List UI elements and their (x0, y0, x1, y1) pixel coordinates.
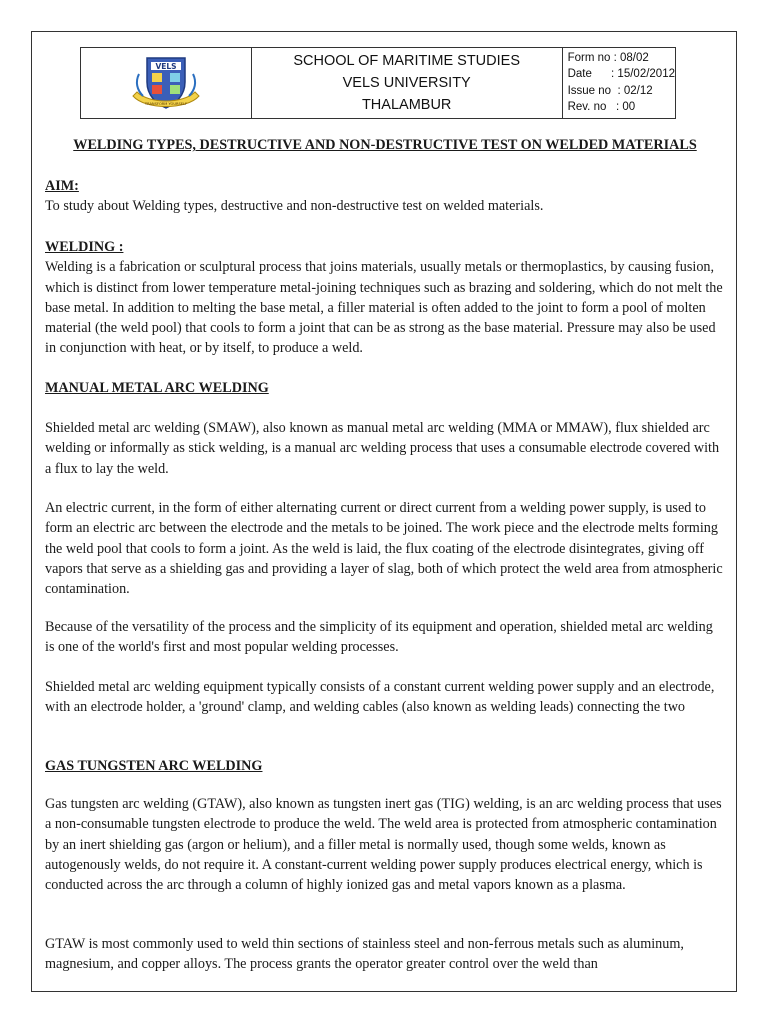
header-table (80, 47, 676, 119)
aim-text: To study about Welding types, destructive and non-destructive test on welded materials. (45, 198, 544, 215)
institution-line-2: VELS UNIVERSITY (342, 75, 471, 91)
document-title: WELDING TYPES, DESTRUCTIVE AND NON-DESTRUCTIVE TEST ON WELDED MATERIALS (73, 137, 697, 153)
mmaw-heading (45, 378, 725, 398)
institution-title (252, 48, 563, 118)
gtaw-heading (45, 756, 725, 776)
gtaw-paragraph-2: GTAW is most commonly used to weld thin sections of stainless steel and non-ferrous metals such as aluminum, magnesium, and copper alloys. The process grants the operator greater control over the weld than (45, 936, 684, 973)
form-date: Date : 15/02/2012 (567, 68, 675, 81)
university-logo-icon (125, 52, 207, 114)
aim-heading: AIM: (45, 178, 79, 194)
form-revision: Rev. no : 00 (567, 100, 636, 113)
form-number: Form no : 08/02 (567, 52, 649, 64)
institution-line-1: SCHOOL OF MARITIME STUDIES (293, 53, 520, 69)
welding-section (45, 237, 725, 359)
aim-section (45, 176, 725, 217)
mmaw-paragraph-4: Shielded metal arc welding equipment typically consists of a constant current welding power supply and an electrode, with an electrode holder, a 'ground' clamp, and welding cables (also known as welding leads) connecting the two (45, 679, 715, 716)
logo-cell (81, 48, 252, 118)
gtaw-paragraph-1: Gas tungsten arc welding (GTAW), also known as tungsten inert gas (TIG) welding, is an arc welding process that uses a non-consumable tungsten electrode to produce the weld. The weld area is protected from atmospheric contamination by an inert shielding gas (argon or helium), and a filler metal is normally used, though some welds, known as autogenously welds, do not require it. A constant-current welding power supply produces electrical energy, which is conducted across the arc through a column of highly ionized gas and metal vapors known as a plasma. (45, 796, 722, 894)
mmaw-heading-text: MANUAL METAL ARC WELDING (45, 380, 269, 396)
gtaw-heading-text: GAS TUNGSTEN ARC WELDING (45, 758, 263, 774)
page-frame (31, 31, 737, 992)
form-issue: Issue no : 02/12 (567, 84, 653, 97)
logo-text: VELS (155, 62, 177, 71)
mmaw-paragraph-3: Because of the versatility of the process and the simplicity of its equipment and operation, shielded metal arc welding is one of the world's first and most popular welding processes. (45, 619, 713, 656)
welding-text: Welding is a fabrication or sculptural process that joins materials, usually metals or thermoplastics, by causing fusion, which is distinct from lower temperature metal-joining techniques such as brazing and soldering, which do not melt the base metal. In addition to melting the base metal, a filler material is often added to the joint to form a pool of molten material (the weld pool) that cools to form a joint that can be as strong as the base material. Pressure may also be used in conjunction with heat, or by itself, to produce a weld. (45, 259, 723, 357)
form-info (563, 48, 675, 118)
institution-line-3: THALAMBUR (361, 97, 452, 113)
mmaw-paragraph-1: Shielded metal arc welding (SMAW), also known as manual metal arc welding (MMA or MMAW), flux shielded arc welding or informally as stick welding, is a manual arc welding process that uses a consumable electrode covered with a flux to lay the weld. (45, 420, 720, 477)
welding-heading: WELDING : (45, 239, 124, 255)
mmaw-paragraph-2: An electric current, in the form of either alternating current or direct current from a welding power supply, is used to form an electric arc between the electrode and the metals to be joined. The work piece and the electrode melts forming the weld pool that cools to form a joint. As the weld is laid, the flux coating of the electrode disintegrates, giving off vapors that serve as a shielding gas and providing a layer of slag, both of which protect the weld area from atmospheric contamination. (45, 500, 723, 598)
logo-motto: TRANSFORM YOURSELF (144, 102, 187, 106)
